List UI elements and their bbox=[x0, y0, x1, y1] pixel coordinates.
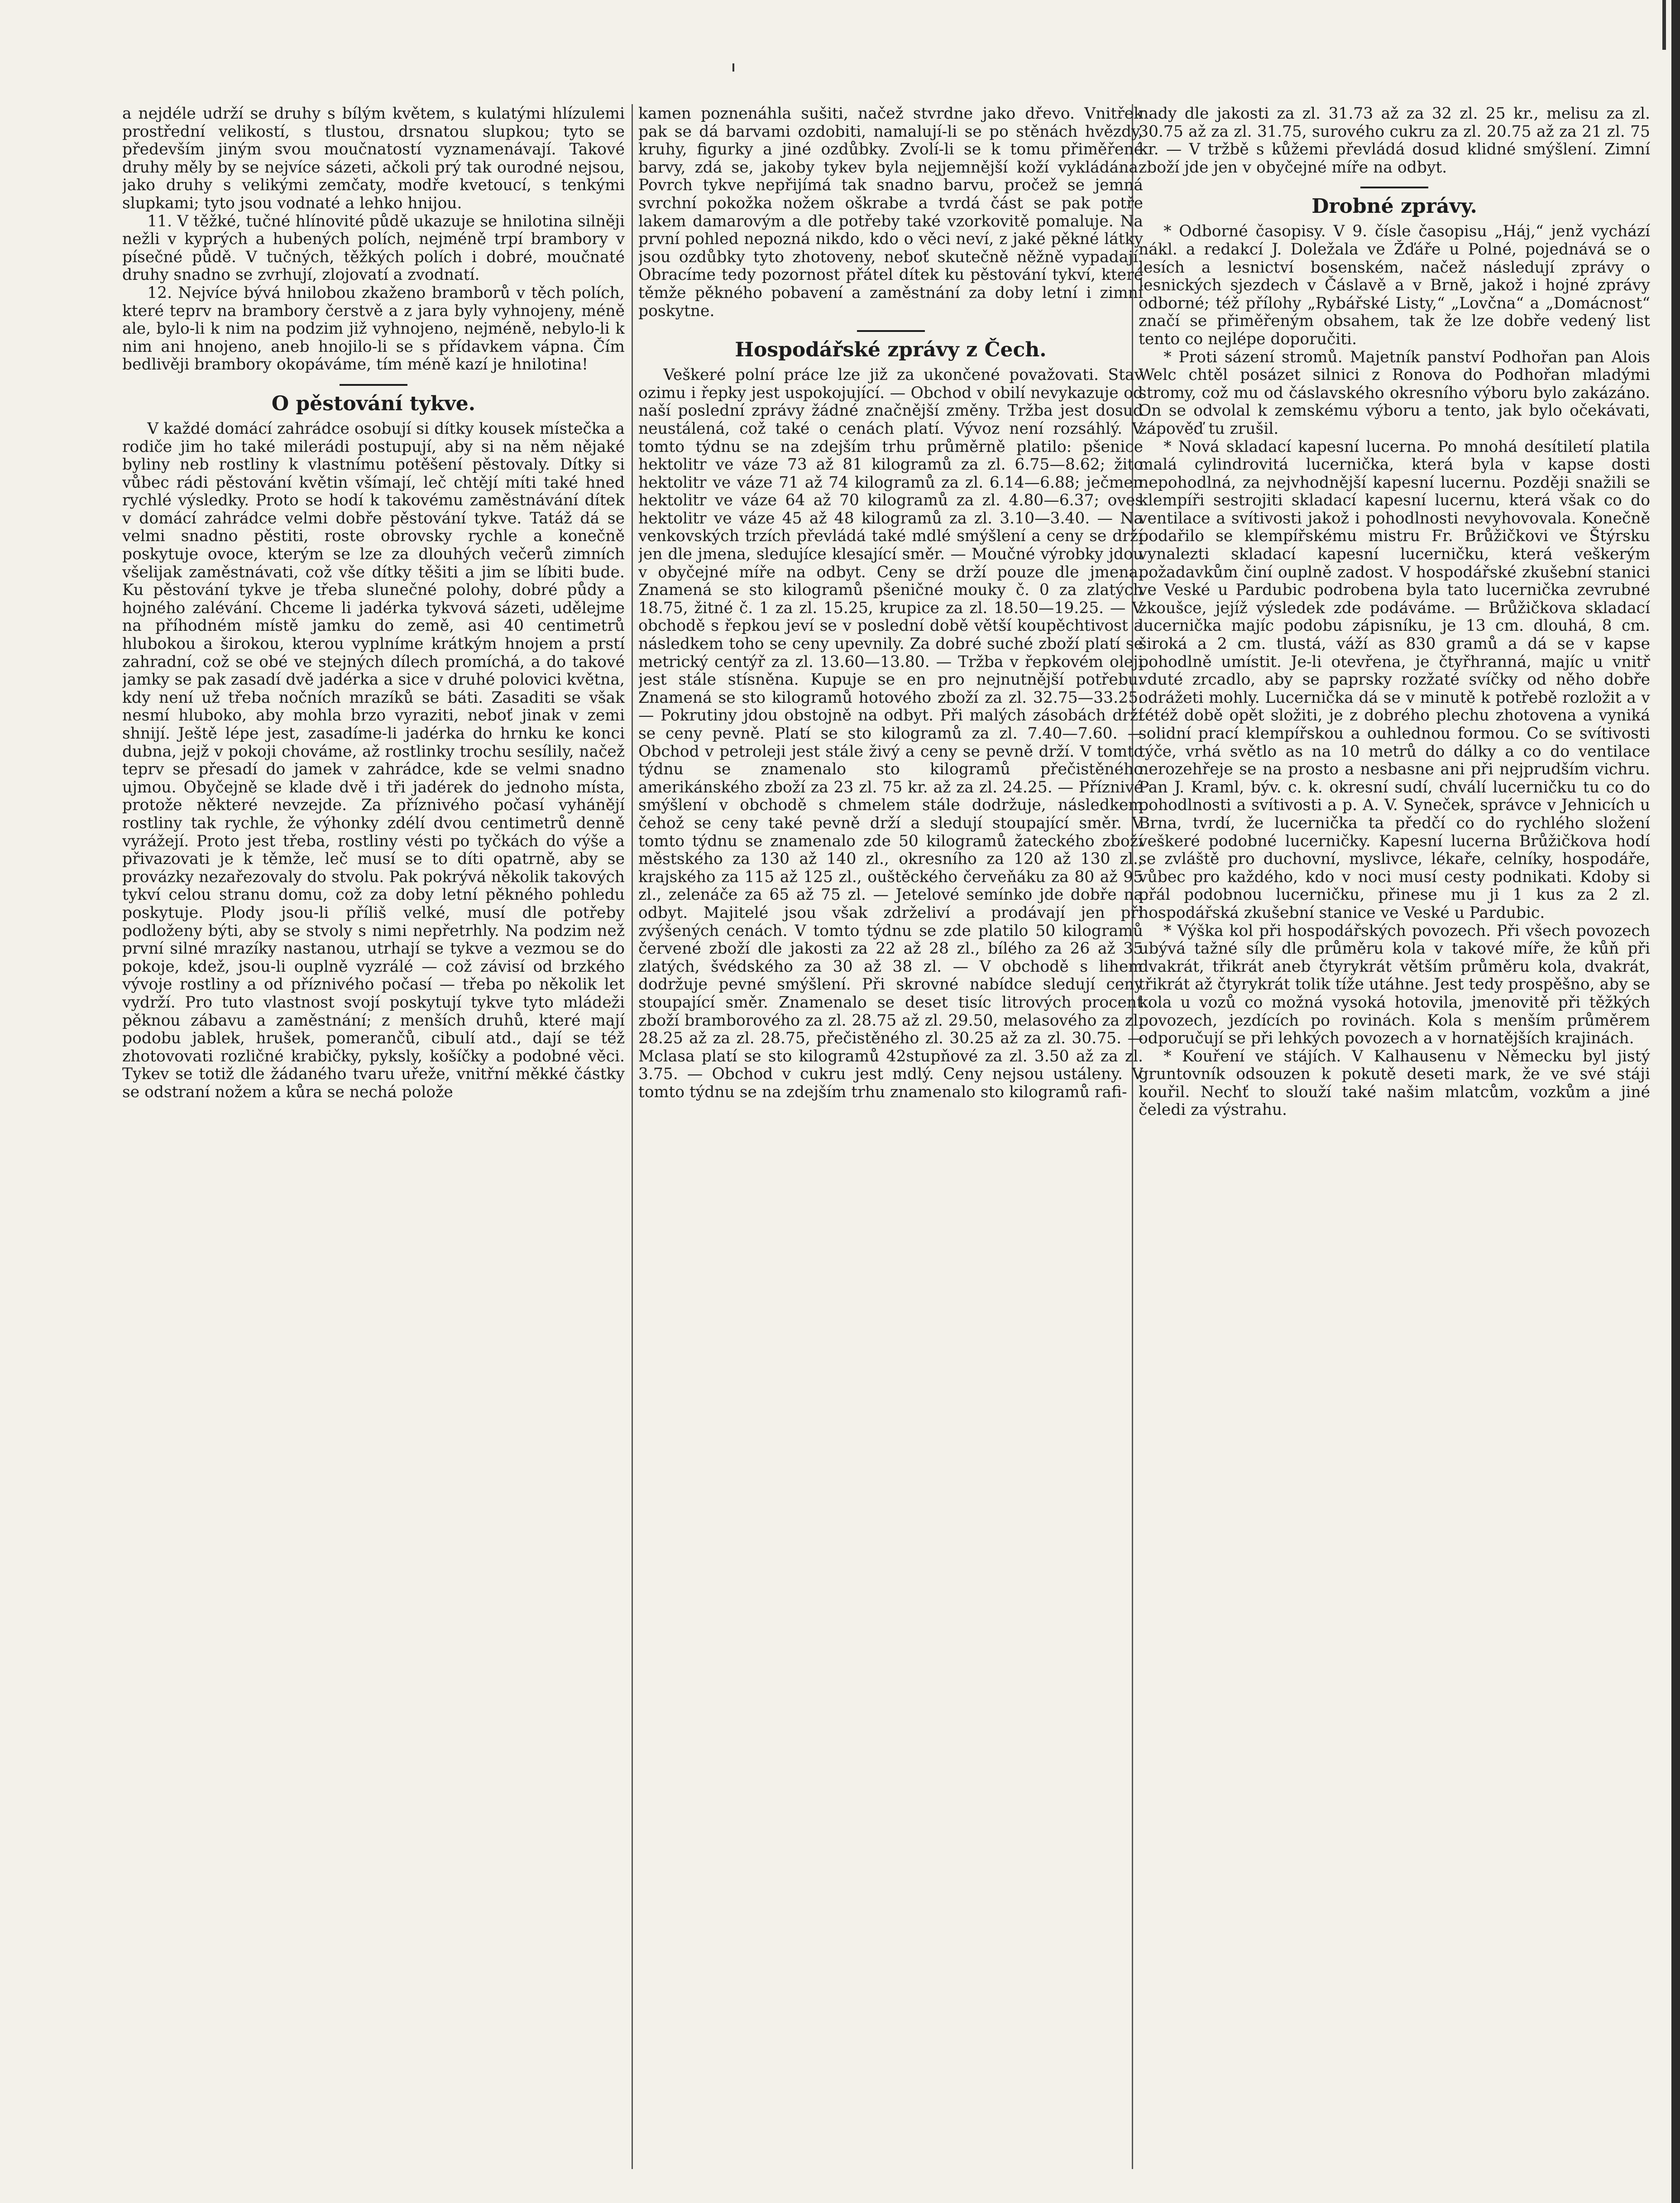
column-rule-1 bbox=[632, 104, 633, 2169]
page-top-mark bbox=[732, 63, 734, 72]
section-separator bbox=[857, 330, 925, 332]
section-separator bbox=[1360, 187, 1428, 188]
article-paragraph: * Výška kol při hospodářských povozech. Při všech povozech ubývá tažné síly dle průměru kola v takové míře, že kůň při dvakrát, třikrát aneb čtyrykrát větším průměru kola, dvakrát, třikrát až čtyrykrát tolik tíže utáhne. Jest tedy prospěšno, aby se kola u vozů co možná vysoká hotovila, jmenovitě při těžkých povozech, jezdících po rovinách. Kola s menším průměrem odporučují se při lehkých povozech a v hornatějších krajinách. bbox=[1139, 922, 1650, 1048]
article-paragraph: * Nová skladací kapesní lucerna. Po mnohá desítiletí platila malá cylindrovitá lucernička, která byla v kapse dosti nepohodlná, za nejvhodnější kapesní lucernu. Později snažili se klempíři sestrojiti skladací kapesní lucernu, která však co do ventilace a svítivosti jakož i pohodlnosti nevyhovovala. Konečně podařilo se klempířskému mistru Fr. Brůžičkovi ve Štýrsku vynalezti skladací kapesní lucerničku, která veškerým požadavkům činí ouplně zadost. V hospodářské zkušební stanici ve Veské u Pardubic podrobena byla tato lucernička zevrubné zkoušce, jejíž výsledek zde podáváme. — Brůžičkova skladací lucernička majíc podobu zápisníku, je 13 cm. dlouhá, 8 cm. široká a 2 cm. tlustá, váží as 830 gramů a dá se v kapse pohodlně umístit. Je-li otevřena, je čtyřhranná, majíc u vnitř vduté zrcadlo, aby se paprsky rozžaté svíčky od něho dobře odrážeti mohly. Lucernička dá se v minutě k potřebě rozložit a v tétéž době opět složiti, je z dobrého plechu zhotovena a vyniká solidní prací klempířskou a ouhlednou formou. Co se svítivosti týče, vrhá světlo as na 10 metrů do dálky a co do ventilace nerozehřeje se na prosto a nesbasne ani při nejprudším vichru. Pan J. Kraml, býv. c. k. okresní sudí, chválí lucerničku tu co do pohodlnosti a svítivosti a p. A. V. Syneček, správce v Jehnicích u Brna, tvrdí, že lucernička ta předčí co do rychlého složení veškeré podobné lucerničky. Kapesní lucerna Brůžičkova hodí se zvláště pro duchovní, myslivce, lékaře, celníky, hospodáře, vůbec pro každého, kdo v noci musí cesty podnikati. Kdoby si přál podobnou lucerničku, přinese mu ji 1 kus za 2 zl. hospodářská zkušební stanice ve Veské u Pardubic. bbox=[1139, 437, 1650, 922]
article-paragraph: V každé domácí zahrádce osobují si dítky kousek místečka a rodiče jim ho také milerádi postupují, aby si na něm nějaké byliny neb rostliny k vlastnímu potěšení pěstovaly. Dítky si vůbec rádi pěstování květin všímají, leč chtějí míti také hned rychlé výsledky. Proto se hodí k takovému zaměstnávání dítek v domácí zahrádce velmi dobře pěstování tykve. Tatáž dá se velmi snadno pěstiti, roste obrovsky rychle a konečně poskytuje ovoce, kterým se lze za dlouhých večerů zimních všelijak zaměstnávati, což vše dítky těšiti a jim se líbiti bude. Ku pěstování tykve je třeba slunečné polohy, dobré půdy a hojného zalévání. Chceme li jadérka tykvová sázeti, udělejme na příhodném místě jamku do země, asi 40 centimetrů hlubokou a širokou, kterou vyplníme krátkým hnojem a prstí zahradní, což se obé ve stejných dílech promíchá, a do takové jamky se pak zasadí dvě jadérka a sice v druhé polovici května, kdy není už třeba nočních mrazíků se báti. Zasaditi se však nesmí hluboko, aby mohla brzo vyraziti, neboť jinak v zemi shnijí. Ještě lépe jest, zasadíme-li jadérka do hrnku ke konci dubna, jejž v pokoji chováme, až rostlinky trochu sesílily, načež teprv se přesadí do jamek v zahrádce, kde se velmi snadno ujmou. Obyčejně se klade dvě i tři jadérek do jednoho místa, protože některé nevzejde. Za příznivého počasí vyhánějí rostliny tak rychle, že výhonky zdélí dvou centimetrů denně vyrážejí. Proto jest třeba, rostliny vésti po tyčkách do výše a přivazovati je k těmže, leč musí se to díti opatrně, aby se provázky nezařezovaly do stvolu. Pak pokrývá několik takových tykví celou stranu domu, což za doby letní pěkného pohledu poskytuje. Plody jsou-li příliš velké, musí dle potřeby podloženy býti, aby se stvoly s nimi nepřetrhly. Na podzim než první silné mrazíky nastanou, utrhají se tykve a vezmou se do pokoje, kdež, jsou-li ouplně vyzrálé — což závisí od brzkého vývoje rostliny a od příznivého počasí — třeba po několik let vydrží. Pro tuto vlastnost svojí poskytují tykve tyto mládeži pěknou zábavu a zaměstnání; z menších druhů, které mají podobu jablek, hrušek, pomerančů, cibulí atd., dají se též zhotovovati rozličné krabičky, pyksly, košíčky a podobné věci. Tykev se totiž dle žádaného tvaru uřeže, vnitřní měkké částky se odstraní nožem a kůra se nechá polože bbox=[122, 419, 625, 1101]
article-paragraph: * Proti sázení stromů. Majetník panství Podhořan pan Alois Welc chtěl posázet silnici z Ronova do Podhořan mladými stromy, což mu od čáslavského okresního výboru bylo zakázáno. On se odvolal k zemskému výboru a tento, jak bylo očekávati, zápověď tu zrušil. bbox=[1139, 348, 1650, 438]
article-paragraph: * Kouření ve stájích. V Kalhausenu v Německu byl jistý gruntovník odsouzen k pokutě deseti mark, že ve své stáji kouřil. Nechť to slouží také našim mlatcům, vozkům a jiné čeledi za výstrahu. bbox=[1139, 1047, 1650, 1119]
article-paragraph: 11. V těžké, tučné hlínovité půdě ukazuje se hnilotina silněji nežli v kyprých a hubených polích, nejméně trpí brambory v písečné půdě. V tučných, těžkých polích i dobré, moučnaté druhy snadno se zvrhují, zlojovatí a zvodnatí. bbox=[122, 212, 625, 284]
article-paragraph: Veškeré polní práce lze již za ukončené považovati. Stav ozimu i řepky jest uspokojující. — Obchod v obilí nevykazuje od naší poslední zprávy žádné značnější změny. Tržba jest dosud neustálená, což také o cenách platí. Vývoz není rozsáhlý. V tomto týdnu se na zdejším trhu průměrně platilo: pšenice hektolitr ve váze 73 až 81 kilogramů za zl. 6.75—8.62; žito hektolitr ve váze 71 až 74 kilogramů za zl. 6.14—6.88; ječmen hektolitr ve váze 64 až 70 kilogramů za zl. 4.80—6.37; oves hektolitr ve váze 45 až 48 kilogramů za zl. 3.10—3.40. — Na venkovských trzích převládá také mdlé smýšlení a ceny se drží jen dle jmena, sledujíce klesající směr. — Moučné výrobky jdou v obyčejné míře na odbyt. Ceny se drží pouze dle jmena. Znamená se sto kilogramů pšeničné mouky č. 0 za zlatých 18.75, žitné č. 1 za zl. 15.25, krupice za zl. 18.50—19.25. — V obchodě s řepkou jeví se v poslední době větší koupěchtivost a následkem toho se ceny upevnily. Za dobré suché zboží platí se metrický centýř za zl. 13.60—13.80. — Tržba v řepkovém oleji jest stále stísněna. Kupuje se en pro nejnutnější potřebu. Znamená se sto kilogramů hotového zboží za zl. 32.75—33.25. — Pokrutiny jdou obstojně na odbyt. Při malých zásobách drží se ceny pevně. Platí se sto kilogramů za zl. 7.40—7.60. — Obchod v petroleji jest stále živý a ceny se pevně drží. V tomto týdnu se znamenalo sto kilogramů přečistěného amerikánského zboží za 23 zl. 75 kr. až za zl. 24.25. — Příznivé smýšlení v obchodě s chmelem stále dodržuje, následkem čehož se ceny také pevně drží a sledují stoupající směr. V tomto týdnu se znamenalo zde 50 kilogramů žateckého zboží městského za 130 až 140 zl., okresního za 120 až 130 zl., krajského za 115 až 125 zl., ouštěckého červeňáku za 80 až 95 zl., zelenáče za 65 až 75 zl. — Jetelové semínko jde dobře na odbyt. Majitelé jsou však zdrželiví a prodávají jen při zvýšených cenách. V tomto týdnu se zde platilo 50 kilogramů červené zboží dle jakosti za 22 až 28 zl., bílého za 26 až 35 zlatých, švédského za 30 až 38 zl. — V obchodě s lihem dodržuje pevné smýšlení. Při skrovné nabídce sledují ceny stoupající směr. Znamenalo se deset tisíc litrových procent zboží bramborového za zl. 28.75 až zl. 29.50, melasového za zl. 28.25 až za zl. 28.75, přečistěného zl. 30.25 až za zl. 30.75. — Mclasa platí se sto kilogramů 42stupňové za zl. 3.50 až za zl. 3.75. — Obchod v cukru jest mdlý. Ceny nejsou ustáleny. V tomto týdnu se na zdejším trhu znamenalo sto kilogramů rafi- bbox=[638, 366, 1143, 1101]
section-separator bbox=[340, 384, 407, 386]
article-paragraph: * Odborné časopisy. V 9. čísle časopisu „Háj,“ jenž vychází nákl. a redakcí J. Doležala ve Žďáře u Polné, pojednává se o lesích a lesnictví bosenském, načež následují zprávy o lesnických sjezdech v Čáslavě a v Brně, jakož i hojné zprávy odborné; též přílohy „Rybářské Listy,“ „Lovčna“ a „Domácnost“ značí se přiměřeným obsahem, tak že lze dobře vedený list tento co nejlépe doporučiti. bbox=[1139, 222, 1650, 348]
article-paragraph: nady dle jakosti za zl. 31.73 až za 32 zl. 25 kr., melisu za zl. 30.75 až za zl. 31.75, surového cukru za zl. 20.75 až za 21 zl. 75 kr. — V tržbě s kůžemi převládá dosud klidné smýšlení. Zimní zboží jde jen v obyčejné míře na odbyt. bbox=[1139, 105, 1650, 177]
scan-edge-mark bbox=[1662, 0, 1666, 50]
column-1 bbox=[122, 105, 625, 2179]
article-paragraph: a nejdéle udrží se druhy s bílým květem, s kulatými hlízulemi prostřední velikostí, s tlustou, drsnatou slupkou; tyto se především jiným svou moučnatostí vyznamenávají. Takové druhy měly by se nejvíce sázeti, ačkoli prý tak ourodné nejsou, jako druhy s velikými zemčaty, modře kvetoucí, s tenkými slupkami; tyto jsou vodnaté a lehko hnijou. bbox=[122, 105, 625, 212]
section-heading: Hospodářské zprávy z Čech. bbox=[735, 338, 1047, 362]
scan-edge bbox=[1671, 0, 1680, 2203]
article-paragraph: kamen poznenáhla sušiti, načež stvrdne jako dřevo. Vnitřek pak se dá barvami ozdobiti, namalují-li se po stěnách hvězdy, kruhy, figurky a jiné ozdůbky. Zvolí-li se k tomu přiměřené barvy, zdá se, jakoby tykev byla nejjemnější koží vykládána. Povrch tykve nepřijímá tak snadno barvu, pročež se jemná svrchní pokožka nožem oškrabe a tvrdá část se pak potře lakem damarovým a dle potřeby také vzorkovitě pomaluje. Na první pohled nepozná nikdo, kdo o věci neví, z jaké pěkné látky jsou ozdůbky tyto zhotoveny, neboť skutečně něžně vypadají. Obracíme tedy pozornost přátel dítek ku pěstování tykví, které těmže pěkného pobavení a zaměstnání za doby letní i zimní poskytne. bbox=[638, 105, 1143, 320]
article-paragraph: 12. Nejvíce bývá hnilobou zkaženo bramborů v těch polích, které teprv na brambory čerstvě a z jara byly vyhnojeny, méně ale, bylo-li k nim na podzim již vyhnojeno, nejméně, nebylo-li k nim ani hnojeno, aneb hnojilo-li se s přídavkem vápna. Čím bedlivěji brambory okopáváme, tím méně kazí je hnilotina! bbox=[122, 283, 625, 374]
section-heading: Drobné zprávy. bbox=[1311, 195, 1477, 218]
section-heading: O pěstování tykve. bbox=[271, 392, 476, 415]
column-2 bbox=[638, 105, 1143, 2179]
column-3 bbox=[1139, 105, 1650, 2179]
